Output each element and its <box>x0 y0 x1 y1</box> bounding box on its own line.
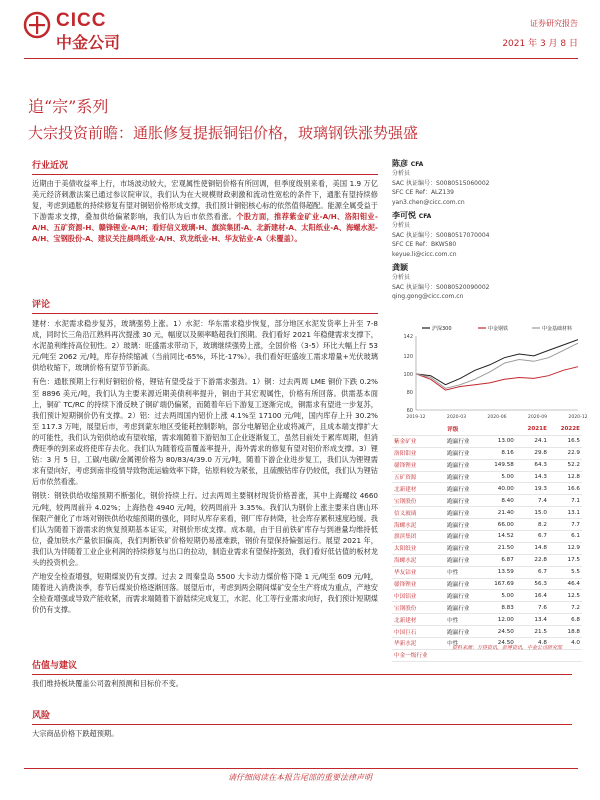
table-cell: 167.69 <box>482 578 515 590</box>
table-header-cell <box>482 424 515 435</box>
table-row <box>392 471 582 483</box>
table-cell: 7.1 <box>549 495 582 507</box>
table-row <box>392 507 582 519</box>
table-cell: 29.8 <box>516 447 549 459</box>
table-cell: 4.8 <box>516 638 549 650</box>
x-tick-label: 2020-03 <box>446 415 467 420</box>
table-cell: 洛阳钼业 <box>392 447 445 459</box>
section-divider <box>32 724 572 725</box>
table-header-cell <box>392 424 445 435</box>
table-cell: 17.5 <box>549 554 582 566</box>
table-cell: 跑赢行业 <box>445 590 482 602</box>
table-cell: 8.83 <box>482 602 515 614</box>
analyst-sfc-ref: SFC CE Ref：ALZ139 <box>392 189 454 196</box>
analyst-sac-number: SAC 执证编号：S0080517070004 <box>392 231 490 239</box>
table-cell: 海螺水泥 <box>392 519 445 531</box>
header-divider <box>24 58 578 59</box>
analyst-title: 分析员 <box>392 170 411 177</box>
table-cell: 赣锋锂业 <box>392 459 445 471</box>
table-cell: 中国铝业 <box>392 590 445 602</box>
table-cell: 五矿资源 <box>392 471 445 483</box>
report-date: 2021 年 3 月 8 日 <box>502 39 578 49</box>
table-cell: 跑赢行业 <box>445 578 482 590</box>
table-row <box>392 459 582 471</box>
table-row <box>392 602 582 614</box>
table-cell: 跑赢行业 <box>445 495 482 507</box>
table-cell: 12.5 <box>549 590 582 602</box>
document-type: 证券研究报告 <box>530 19 578 28</box>
y-tick-label: 120 <box>403 353 413 360</box>
analyst-cert: CFA <box>418 213 432 220</box>
table-cell: 22.9 <box>549 447 582 459</box>
table-cell: 66.00 <box>482 519 515 531</box>
table-cell: 13.1 <box>549 507 582 519</box>
legend-label: 中金基础材料 <box>542 326 573 332</box>
table-row <box>392 495 582 507</box>
comment-coal: 产地安全检查增强，短期煤炭仍有支撑。过去 2 周秦皇岛 5500 大卡动力煤价格下降 1 元/吨至 609 元/吨，随着进入消费淡季，春节后煤炭价格逐渐回落。展望后市，考虑到两会期间煤矿安全生产将成为重点，产地安全检查增强或导致产能收紧，而需求端随着下游陆续完成复工，水泥、化工等行业需求向好，我们预计短期煤价仍有支撑。 <box>32 572 378 615</box>
table-cell: 64.3 <box>516 459 549 471</box>
table-cell: 18.8 <box>549 626 582 638</box>
performance-chart <box>392 322 588 422</box>
stock-picks: 个股方面，推荐紫金矿业-A/H、洛阳钼业-A/H、五矿资源-H、赣锋锂业-A/H；看好信义玻璃-H、旗滨集团-A、北新建材-A、太阳纸业-A、海螺水泥-A/H、宝钢股份-A、建议关注晨鸣纸业-A/H、玖龙纸业-H、华友钴业-A（未覆盖）。 <box>32 212 378 244</box>
table-cell: 14.3 <box>516 471 549 483</box>
valuation-heading: 估值与建议 <box>32 661 78 671</box>
chart-source: 资料来源：万得资讯，彭博资讯，中金公司研究部 <box>452 645 563 651</box>
table-cell: 跑赢行业 <box>445 602 482 614</box>
y-tick-label: 80 <box>406 389 413 396</box>
table-cell: 7.2 <box>549 602 582 614</box>
table-cell: 24.1 <box>516 435 549 447</box>
table-cell: 4.0 <box>549 638 582 650</box>
analyst-email[interactable]: yan3.chen@cicc.com.cn <box>392 198 465 206</box>
logo-chinese-name: 中金公司 <box>56 33 121 52</box>
analyst-email[interactable]: qing.gong@cicc.com.cn <box>392 293 464 300</box>
table-cell: 跑赢行业 <box>445 554 482 566</box>
table-cell: 21.5 <box>516 626 549 638</box>
valuation-text: 我们维持板块覆盖公司盈利预测和目标价不变。 <box>32 679 183 688</box>
table-cell: 13.4 <box>516 614 549 626</box>
table-cell: 6.7 <box>516 566 549 578</box>
x-tick-label: 2020-09 <box>527 415 548 420</box>
table-cell: 华友钴业 <box>392 566 445 578</box>
table-header-cell: 2022E <box>549 424 582 435</box>
analyst-sac-number: SAC 执证编号：S0080520090002 <box>392 283 490 291</box>
table-header-cell: 评级 <box>445 424 482 435</box>
risk-text: 大宗商品价格下跌超预期。 <box>32 729 119 738</box>
table-cell: 7.7 <box>549 519 582 531</box>
x-tick-label: 2020-06 <box>487 415 507 420</box>
table-cell: 16.5 <box>549 435 582 447</box>
table-row <box>392 649 582 661</box>
analyst-title: 分析员 <box>392 274 411 281</box>
table-cell: 跑赢行业 <box>445 507 482 519</box>
valuation-section <box>32 658 572 689</box>
comment-nonferrous: 有色：通胀预期上行利好铜铝价格，锂钴有望受益于下游需求强劲。1）铜：过去两周 LME 铜价下跌 0.2%至 8896 美元/吨，我们认为主要来源近期美债利率提升，铜由于其宏观属性，价格有所回落。供需基本面上，铜矿 TC/RC 的持续下滑反映了铜矿端仍偏紧，而随着年后下游复工逐渐完成，铜需求有望进一步复苏，我们预计短期铜价仍有支撑。2）铝：过去两周国内铝价上涨 4.1%至 17100 元/吨，国内库存上升 30.2%至 117.3 万吨，展望后市，考虑到蒙东地区受能耗控制影响，部分电解铝企业或将减产，且成本端支撑扩大的可能性，我们认为铝供给或有望收缩，需求端随着下游铝加工企业逐渐复工，虽然目前处于累库周期，但消费旺季的到来或将使库存去化。我们认为随着疫苗覆盖率提升，海外需求的修复有望对铝价形成支撑。3）锂钴：3 月 5 日，工碳/电碳/金属锂价格为 80/83/4/39.0 万元/吨，随着下游企业进步复工，我们认为锂锂需求有望向好，考虑到南非疫情导致物流运输效率下降，钴原料较为紧张，且硫酸钴库存仍较低，我们认为锂钴后市依然看涨。 <box>32 377 378 487</box>
table-row <box>392 554 582 566</box>
legal-notice: 请仔细阅读在本报告尾部的重要法律声明 <box>228 773 372 782</box>
table-cell: 8.2 <box>516 519 549 531</box>
analyst-sac-number: SAC 执证编号：S0080515060002 <box>392 179 490 187</box>
table-cell: 7.6 <box>516 602 549 614</box>
analyst-name: 李可悦 <box>392 211 416 220</box>
table-row <box>392 531 582 543</box>
valuation-table-wrapper <box>392 424 582 662</box>
table-cell: 16.6 <box>549 483 582 495</box>
table-cell: 旗滨集团 <box>392 531 445 543</box>
table-cell: 北新建材 <box>392 614 445 626</box>
table-cell: 52.2 <box>549 459 582 471</box>
table-cell <box>445 649 482 661</box>
table-cell: 中金一级行业 <box>392 649 445 661</box>
table-cell: 21.40 <box>482 507 515 519</box>
table-cell: 宝钢股份 <box>392 495 445 507</box>
table-cell: 6.1 <box>549 531 582 543</box>
chart-legend <box>422 325 572 332</box>
table-row <box>392 483 582 495</box>
table-cell: 16.4 <box>516 590 549 602</box>
table-cell: 跑赢行业 <box>445 435 482 447</box>
table-cell: 5.00 <box>482 590 515 602</box>
table-cell: 跑赢行业 <box>445 483 482 495</box>
table-row <box>392 447 582 459</box>
table-row <box>392 626 582 638</box>
table-cell: 12.00 <box>482 614 515 626</box>
table-cell: 跑赢行业 <box>445 459 482 471</box>
table-cell: 跑赢行业 <box>445 626 482 638</box>
footer-divider <box>24 768 578 769</box>
table-cell: 22.8 <box>516 554 549 566</box>
comment-steel: 钢铁：钢铁供给收缩预期不断强化，钢价持续上行。过去两周主要钢材现货价格普涨，其中上海螺纹 4660 元/吨，较两周前升 4.02%；上海热卷 4940 元/吨，较两周前升 3.35%。我们认为钢价上涨主要来自唐山环保限产催化了市场对钢铁供给收缩预期的强化，同时从库存来看，钢厂库存转降，社会库存累积速度趋缓。我们认为随着下游需求的恢复预期基本证实，对钢价形成支撑。成本端，由于目前铁矿库存与到港量均维持低位，叠加铁水产量依旧偏高，我们判断铁矿价格短期仍易涨难跌，钢价有望保持偏强运行。展望 2021 年，我们认为伴随着工业企业利润的持续修复与出口的拉动，制造业需求有望保持强劲，我们看好低估值的板材龙头的投资机会。 <box>32 491 378 567</box>
table-row <box>392 435 582 447</box>
analyst-title: 分析员 <box>392 222 411 229</box>
table-cell: 6.8 <box>549 614 582 626</box>
table-cell: 5.5 <box>549 566 582 578</box>
comment-heading: 评论 <box>32 300 51 310</box>
table-cell <box>549 649 582 661</box>
table-cell: 海螺水泥 <box>392 554 445 566</box>
table-row <box>392 566 582 578</box>
analyst-email[interactable]: keyue.li@cicc.com.cn <box>392 250 457 258</box>
table-cell: 24.50 <box>482 638 515 650</box>
section-divider <box>32 674 572 675</box>
series-title: 追“宗”系列 <box>28 97 109 116</box>
table-cell: 12.9 <box>549 542 582 554</box>
chart-lines <box>416 340 578 391</box>
analyst-block-2 <box>392 210 582 259</box>
table-row <box>392 578 582 590</box>
table-cell <box>482 649 515 661</box>
table-cell: 跑赢行业 <box>445 531 482 543</box>
legend-label: 沪深300 <box>432 326 452 332</box>
table-cell: 56.3 <box>516 578 549 590</box>
industry-section <box>32 158 378 245</box>
table-row <box>392 519 582 531</box>
logo-text: CICC <box>56 10 107 31</box>
table-cell: 中性 <box>445 566 482 578</box>
table-cell: 跑赢行业 <box>445 471 482 483</box>
x-tick-label: 2019-12 <box>406 415 426 420</box>
table-cell: 跑赢行业 <box>445 447 482 459</box>
section-divider <box>32 313 378 314</box>
table-cell: 13.00 <box>482 435 515 447</box>
table-cell: 21.50 <box>482 542 515 554</box>
table-cell: 24.50 <box>482 626 515 638</box>
table-cell: 华新水泥 <box>392 638 445 650</box>
analyst-name: 陈彦 <box>392 159 408 168</box>
section-divider <box>32 174 378 175</box>
report-title: 大宗投资前瞻：通胀修复提振铜铝价格，玻璃钢铁涨势强盛 <box>28 124 419 142</box>
table-row <box>392 614 582 626</box>
valuation-table <box>392 424 582 662</box>
table-cell: 40.00 <box>482 483 515 495</box>
industry-text <box>32 178 378 245</box>
table-cell: 赣锋锂业 <box>392 578 445 590</box>
table-cell: 7.4 <box>516 495 549 507</box>
series-line <box>416 340 578 385</box>
table-cell: 5.00 <box>482 471 515 483</box>
table-cell <box>516 649 549 661</box>
table-cell: 8.40 <box>482 495 515 507</box>
y-tick-label: 142 <box>403 334 413 340</box>
table-cell: 19.3 <box>516 483 549 495</box>
table-cell: 46.4 <box>549 578 582 590</box>
y-tick-label: 100 <box>403 371 413 378</box>
table-cell: 8.16 <box>482 447 515 459</box>
table-cell: 12.8 <box>549 471 582 483</box>
series-line <box>416 367 578 390</box>
table-cell: 中性 <box>445 614 482 626</box>
comment-section <box>32 297 378 615</box>
table-header-row <box>392 424 582 435</box>
table-cell: 14.52 <box>482 531 515 543</box>
table-cell: 14.8 <box>516 542 549 554</box>
table-cell: 13.59 <box>482 566 515 578</box>
table-cell: 跑赢行业 <box>445 519 482 531</box>
table-cell: 信义玻璃 <box>392 507 445 519</box>
analyst-block-1 <box>392 158 582 207</box>
x-tick-label: 2020-12 <box>568 415 588 420</box>
risk-heading: 风险 <box>32 711 51 721</box>
y-tick-label: 60 <box>406 408 413 414</box>
analyst-cert: CFA <box>410 161 424 168</box>
analyst-name: 龚颖 <box>392 263 408 272</box>
table-cell: 149.58 <box>482 459 515 471</box>
table-cell: 紫金矿业 <box>392 435 445 447</box>
table-cell: 跑赢行业 <box>445 542 482 554</box>
comment-building-materials: 建材：水泥需求稳步复苏，玻璃强势上涨。1）水泥：华东需求稳步恢复，部分地区水泥发货率上升至 7-8 成，同时长三角沿江熟料再次提涨 30 元，幅度以及频率略超我们预期。我们看好 2021 年稳健需求支撑下，水泥盈利维持高位韧性。2）玻璃：旺盛需求带动下，玻璃继续强势上涨，全国价格（3-5）环比大幅上行 53 元/吨至 2062 元/吨，库存持续缩减（当前同比-65%，环比-17%）。我们看好旺盛竣工需求增量+光伏玻璃供给收缩下，玻璃价格有望节节新高。 <box>32 319 378 373</box>
table-cell: 15.0 <box>516 507 549 519</box>
risk-section <box>32 708 572 739</box>
table-cell: 6.87 <box>482 554 515 566</box>
table-header-cell: 2021E <box>516 424 549 435</box>
table-cell: 北新建材 <box>392 483 445 495</box>
chart-axes <box>403 334 587 420</box>
industry-body: 近期由于美债收益率上行，市场波动较大，宏观属性使铜铝价格有所回调，但季度级别来看，美国 1.9 万亿美元经济刺激法案已通过参议院审议，我们认为在大规模财政刺激和流动性宽松的条件下，通胀有望持续修复，考虑到通胀的持续修复有望对铜铝价格形成支撑，我们预计铜铝核心标的依然值得超配。能源全属受益于下游需求支撑，叠加供给偏紧影响，我们认为后市依然看涨。 <box>32 179 378 222</box>
table-cell: 宝钢股份 <box>392 602 445 614</box>
industry-heading: 行业近况 <box>32 161 69 171</box>
table-cell: 6.7 <box>516 531 549 543</box>
table-cell: 中国巨石 <box>392 626 445 638</box>
legend-label: 中金钢铁 <box>488 326 509 332</box>
table-cell: 太阳纸业 <box>392 542 445 554</box>
analyst-sfc-ref: SFC CE Ref：BKW580 <box>392 241 457 248</box>
table-row <box>392 542 582 554</box>
cicc-logo-icon <box>24 12 50 38</box>
table-cell: 中性 <box>445 638 482 650</box>
table-row <box>392 590 582 602</box>
analyst-block-3 <box>392 262 582 302</box>
